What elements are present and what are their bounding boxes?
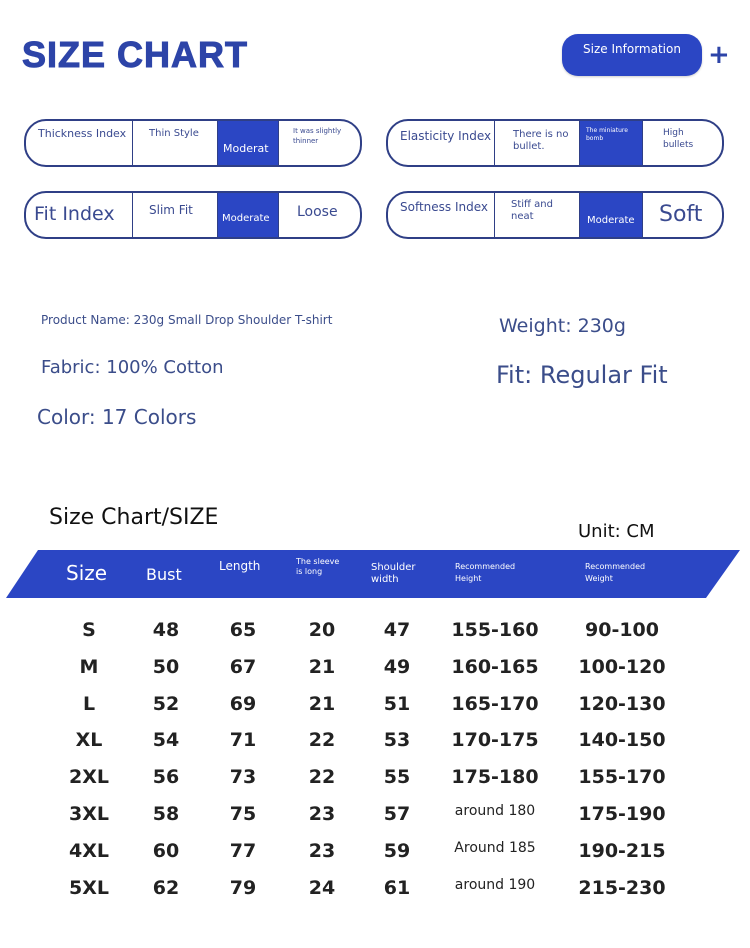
table-cell: 54 [152,729,180,752]
thickness-option-moderat[interactable]: Moderat [218,121,279,165]
fit-index [24,191,362,239]
table-cell: 20 [308,619,336,641]
table-cell: 175-190 [578,803,666,825]
table-cell: 67 [229,655,257,678]
fit-index-label: Fit Index [26,193,133,237]
softness-index-label: Softness Index [388,193,495,237]
thickness-option-thinner[interactable]: It was slightly thinner [293,127,342,145]
table-cell: 59 [383,839,411,862]
table-cell: 3XL [69,803,109,825]
thickness-option-thin[interactable]: Thin Style [133,121,218,165]
col-header-bust: Bust [146,565,182,584]
elasticity-option-high[interactable]: High bullets [663,128,694,150]
softness-option-stiff[interactable]: Stiff and neat [495,193,580,237]
product-weight: Weight: 230g [499,315,626,337]
table-cell: 22 [308,729,336,752]
product-fabric: Fabric: 100% Cotton [41,357,224,378]
elasticity-index [386,119,724,167]
size-chart-title: Size Chart/SIZE [49,505,219,530]
table-cell: S [82,619,96,641]
table-cell: 155-170 [578,766,666,789]
table-cell: 21 [308,692,336,715]
elasticity-option-miniature[interactable]: The miniature bomb [580,121,643,165]
table-cell: 155-160 [451,619,539,641]
elasticity-index-label: Elasticity Index [388,121,495,165]
softness-option-soft[interactable]: Soft [659,202,703,227]
fit-option-moderate[interactable]: Moderate [218,193,279,237]
table-cell: 4XL [69,839,109,862]
thickness-index [24,119,362,167]
size-information-button[interactable]: Size Information [562,34,702,76]
page-title: SIZE CHART [22,34,248,75]
table-cell: 73 [229,766,257,789]
table-cell: 190-215 [578,839,666,862]
table-cell: 23 [308,839,336,862]
table-cell: 100-120 [578,655,666,678]
table-cell: 21 [308,655,336,678]
table-cell: 75 [229,803,257,825]
col-header-length: Length [219,559,261,573]
table-cell: 48 [152,619,180,641]
col-header-height: Recommended Height [455,562,516,583]
thickness-index-label: Thickness Index [26,121,133,165]
table-cell: 140-150 [578,729,666,752]
softness-index [386,191,724,239]
table-cell: 58 [152,803,180,825]
table-cell: 53 [383,729,411,752]
plus-icon[interactable]: + [708,40,730,70]
table-cell: 215-230 [578,876,666,899]
table-cell: 49 [383,655,411,678]
table-cell: 90-100 [585,619,659,641]
elasticity-option-no-bullet[interactable]: There is no bullet. [495,121,580,165]
softness-option-moderate[interactable]: Moderate [580,193,643,237]
table-cell: 56 [152,766,180,789]
table-cell: 77 [229,839,257,862]
table-cell: 57 [383,803,411,825]
table-cell: 5XL [69,876,109,899]
table-cell: 69 [229,692,257,715]
table-cell: around 190 [454,876,536,893]
table-cell: 65 [229,619,257,641]
product-name: Product Name: 230g Small Drop Shoulder T-shirt [41,313,333,327]
table-cell: 52 [152,692,180,715]
table-cell: 60 [152,839,180,862]
product-color: Color: 17 Colors [37,405,197,429]
table-cell: M [79,655,99,678]
table-cell: Around 185 [454,839,536,856]
table-cell: 51 [383,692,411,715]
table-cell: 47 [383,619,411,641]
table-cell: around 180 [454,803,536,819]
product-fit: Fit: Regular Fit [496,361,668,389]
table-cell: 23 [308,803,336,825]
table-cell: 62 [152,876,180,899]
table-cell: 71 [229,729,257,752]
table-cell: 175-180 [451,766,539,789]
table-cell: 2XL [69,766,109,789]
table-cell: 170-175 [451,729,539,752]
table-cell: XL [75,729,103,752]
table-cell: 61 [383,876,411,899]
table-cell: 55 [383,766,411,789]
table-cell: 160-165 [451,655,539,678]
unit-label: Unit: CM [578,521,655,542]
col-header-size: Size [66,561,108,585]
table-cell: 24 [308,876,336,899]
table-cell: 165-170 [451,692,539,715]
col-header-shoulder: Shoulder width [371,562,416,585]
col-header-weight: Recommended Weight [585,562,646,583]
table-cell: 79 [229,876,257,899]
fit-option-slim[interactable]: Slim Fit [133,193,218,237]
table-cell: 22 [308,766,336,789]
fit-option-loose[interactable]: Loose [297,204,338,220]
col-header-sleeve: The sleeve is long [296,557,340,576]
table-cell: 120-130 [578,692,666,715]
table-cell: L [82,692,96,715]
table-cell: 50 [152,655,180,678]
